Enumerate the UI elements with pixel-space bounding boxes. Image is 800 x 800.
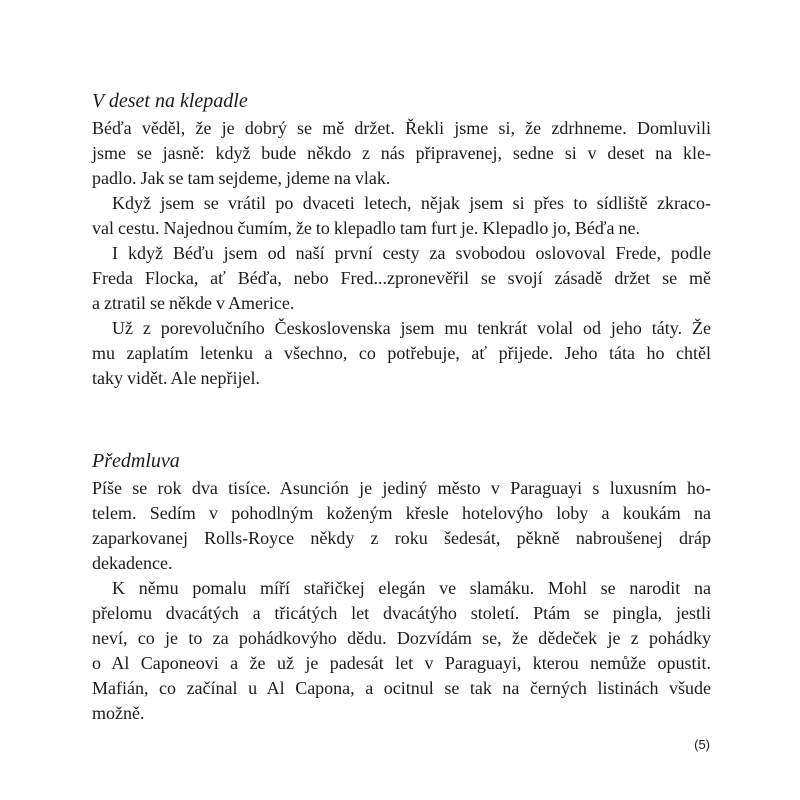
text-line: Píše se rok dva tisíce. Asunción je jediný město v Paraguayi s luxusním ho- bbox=[92, 478, 711, 498]
text-line: Freda Flocka, ať Béďa, nebo Fred...zpronevěřil se svojí zásadě držet se mě bbox=[92, 268, 711, 288]
text-line: telem. Sedím v pohodlným koženým křesle hotelovýho loby a koukám na bbox=[92, 503, 711, 523]
text-line: a ztratil se někde v Americe. bbox=[92, 293, 295, 313]
text-line: val cestu. Najednou čumím, že to klepadlo tam furt je. Klepadlo jo, Béďa ne. bbox=[92, 218, 640, 238]
paragraph bbox=[92, 316, 711, 391]
text-line: mu zaplatím letenku a všechno, co potřebuje, ať přijede. Jeho táta ho chtěl bbox=[92, 343, 711, 363]
paragraph bbox=[92, 576, 711, 726]
text-line: K němu pomalu míří stařičkej elegán ve slamáku. Mohl se narodit na bbox=[112, 578, 711, 598]
section-predmluva bbox=[92, 446, 711, 726]
text-line: o Al Caponeovi a že už je padesát let v Paraguayi, kterou nemůže opustit. bbox=[92, 653, 711, 673]
section-body bbox=[92, 116, 711, 391]
text-line: Mafián, co začínal u Al Capona, a ocitnul se tak na černých listinách všude bbox=[92, 678, 711, 698]
paragraph bbox=[92, 116, 711, 191]
text-line: Už z porevolučního Československa jsem mu tenkrát volal od jeho táty. Že bbox=[112, 318, 711, 338]
text-column bbox=[92, 86, 711, 726]
paragraph bbox=[92, 241, 711, 316]
text-line: Když jsem se vrátil po dvaceti letech, nějak jsem si přes to sídliště zkraco- bbox=[112, 193, 711, 213]
paragraph bbox=[92, 191, 711, 241]
text-line: neví, co je to za pohádkovýho dědu. Dozvídám se, že dědeček je z pohádky bbox=[92, 628, 711, 648]
text-line: dekadence. bbox=[92, 553, 173, 573]
text-line: zaparkovanej Rolls-Royce někdy z roku šedesát, pěkně nabroušenej dráp bbox=[92, 528, 711, 548]
page-number: (5) bbox=[694, 737, 710, 752]
paragraph bbox=[92, 476, 711, 576]
text-line: I když Béďu jsem od naší první cesty za svobodou oslovoval Frede, podle bbox=[112, 243, 711, 263]
text-line: taky vidět. Ale nepřijel. bbox=[92, 368, 260, 388]
text-line: jsme se jasně: když bude někdo z nás připravenej, sedne si v deset na kle- bbox=[92, 143, 711, 163]
text-line: padlo. Jak se tam sejdeme, jdeme na vlak. bbox=[92, 168, 391, 188]
section-heading: V deset na klepadle bbox=[92, 90, 248, 112]
section-v-deset-na-klepadle bbox=[92, 86, 711, 391]
text-line: přelomu dvacátých a třicátých let dvacátýho století. Ptám se pingla, jestli bbox=[92, 603, 711, 623]
section-heading: Předmluva bbox=[92, 450, 180, 472]
text-line: Béďa věděl, že je dobrý se mě držet. Řekli jsme si, že zdrhneme. Domluvili bbox=[92, 118, 711, 138]
section-body bbox=[92, 476, 711, 726]
text-line: možně. bbox=[92, 703, 145, 723]
